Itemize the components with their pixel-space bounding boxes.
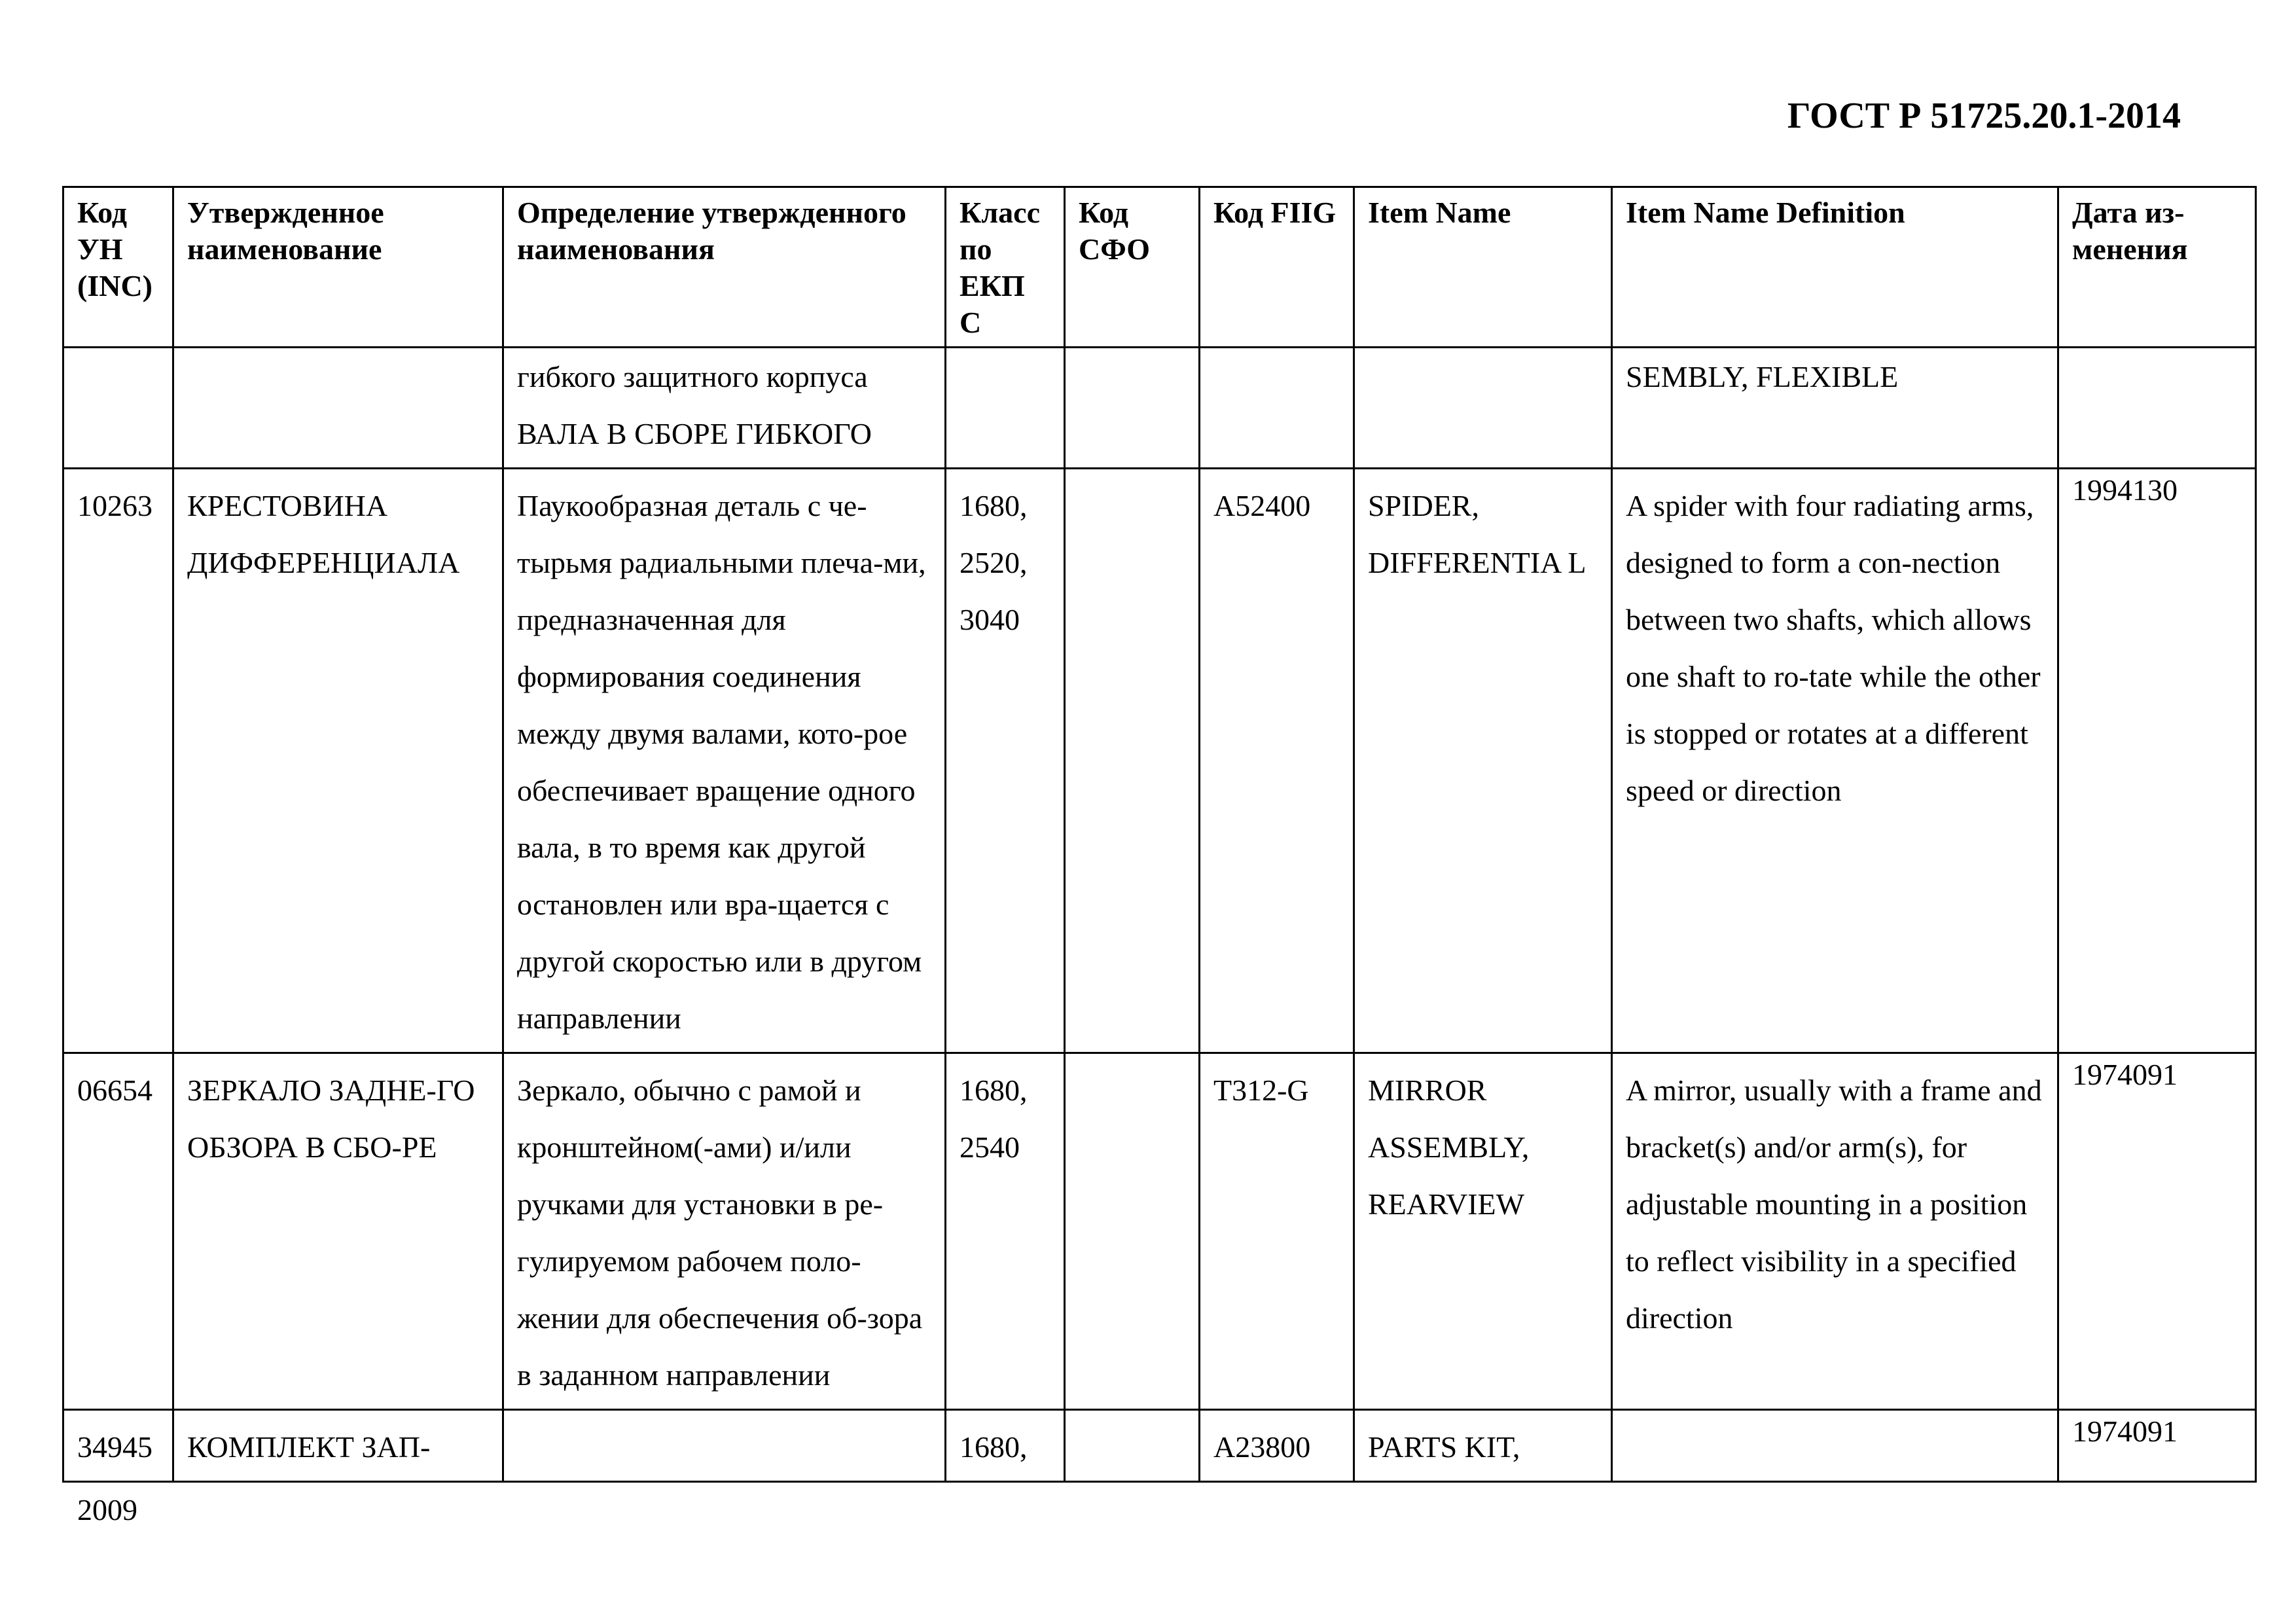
cell-item-name <box>1354 348 1612 469</box>
cell-item-definition: A mirror, usually with a frame and bracket(s) and/or arm(s), for adjustable mounting in a position to reflect visibility in a specified direction <box>1612 1053 2058 1410</box>
cell-inc: 06654 <box>63 1053 173 1410</box>
cell-name: ЗЕРКАЛО ЗАДНЕ-ГО ОБЗОРА В СБО-РЕ <box>173 1053 503 1410</box>
cell-name: КОМПЛЕКТ ЗАП- <box>173 1410 503 1482</box>
header-approved-name-definition: Определение утвержденного наименования <box>503 187 946 348</box>
cell-class: 1680, 2520, 3040 <box>946 469 1065 1053</box>
header-sfo-code: Код СФО <box>1065 187 1200 348</box>
table-row <box>63 1053 2256 1410</box>
cell-class <box>946 348 1065 469</box>
cell-item-name: SPIDER, DIFFERENTIA L <box>1354 469 1612 1053</box>
cell-item-name: PARTS KIT, <box>1354 1410 1612 1482</box>
header-change-date: Дата из-менения <box>2058 187 2256 348</box>
cell-name: КРЕСТОВИНА ДИФФЕРЕНЦИАЛА <box>173 469 503 1053</box>
cell-class: 1680, 2540 <box>946 1053 1065 1410</box>
item-names-table <box>62 186 2257 1483</box>
cell-name <box>173 348 503 469</box>
cell-definition: Паукообразная деталь с че-тырьмя радиальными плеча-ми, предназначенная для формирования соединения между двумя валами, кото-рое обеспечивает вращение одного вала, в то время как другой остановлен или вра-щается с другой скоростью или в другом направлении <box>503 469 946 1053</box>
header-item-name: Item Name <box>1354 187 1612 348</box>
cell-fiig: T312-G <box>1200 1053 1354 1410</box>
table-header-row <box>63 187 2256 348</box>
cell-inc: 34945 <box>63 1410 173 1482</box>
cell-date: 1994130 <box>2058 469 2256 1053</box>
cell-item-definition <box>1612 1410 2058 1482</box>
cell-fiig <box>1200 348 1354 469</box>
page-number: 2009 <box>77 1493 137 1526</box>
cell-sfo <box>1065 469 1200 1053</box>
cell-sfo <box>1065 1053 1200 1410</box>
cell-definition: Зеркало, обычно с рамой и кронштейном(-ами) и/или ручками для установки в ре-гулируемом рабочем поло-жении для обеспечения об-зора в заданном направлении <box>503 1053 946 1410</box>
standard-code: ГОСТ Р 51725.20.1-2014 <box>1787 96 2181 136</box>
header-fiig-code: Код FIIG <box>1200 187 1354 348</box>
header-item-name-definition: Item Name Definition <box>1612 187 2058 348</box>
header-approved-name: Утвержденное наименование <box>173 187 503 348</box>
cell-definition <box>503 1410 946 1482</box>
cell-item-definition: A spider with four radiating arms, designed to form a con-nection between two shafts, which allows one shaft to ro-tate while the other is stopped or rotates at a different speed or direction <box>1612 469 2058 1053</box>
cell-item-definition: SEMBLY, FLEXIBLE <box>1612 348 2058 469</box>
header-inc-code: Код УН (INC) <box>63 187 173 348</box>
cell-class: 1680, <box>946 1410 1065 1482</box>
table-row-continuation <box>63 348 2256 469</box>
table-row <box>63 469 2256 1053</box>
cell-inc <box>63 348 173 469</box>
cell-fiig: A52400 <box>1200 469 1354 1053</box>
cell-date: 1974091 <box>2058 1410 2256 1482</box>
cell-item-name: MIRROR ASSEMBLY, REARVIEW <box>1354 1053 1612 1410</box>
table-row <box>63 1410 2256 1482</box>
header-class: Класс по ЕКП С <box>946 187 1065 348</box>
cell-sfo <box>1065 348 1200 469</box>
cell-inc: 10263 <box>63 469 173 1053</box>
cell-date <box>2058 348 2256 469</box>
cell-sfo <box>1065 1410 1200 1482</box>
cell-date: 1974091 <box>2058 1053 2256 1410</box>
cell-definition: гибкого защитного корпуса ВАЛА В СБОРЕ ГИБКОГО <box>503 348 946 469</box>
cell-fiig: A23800 <box>1200 1410 1354 1482</box>
